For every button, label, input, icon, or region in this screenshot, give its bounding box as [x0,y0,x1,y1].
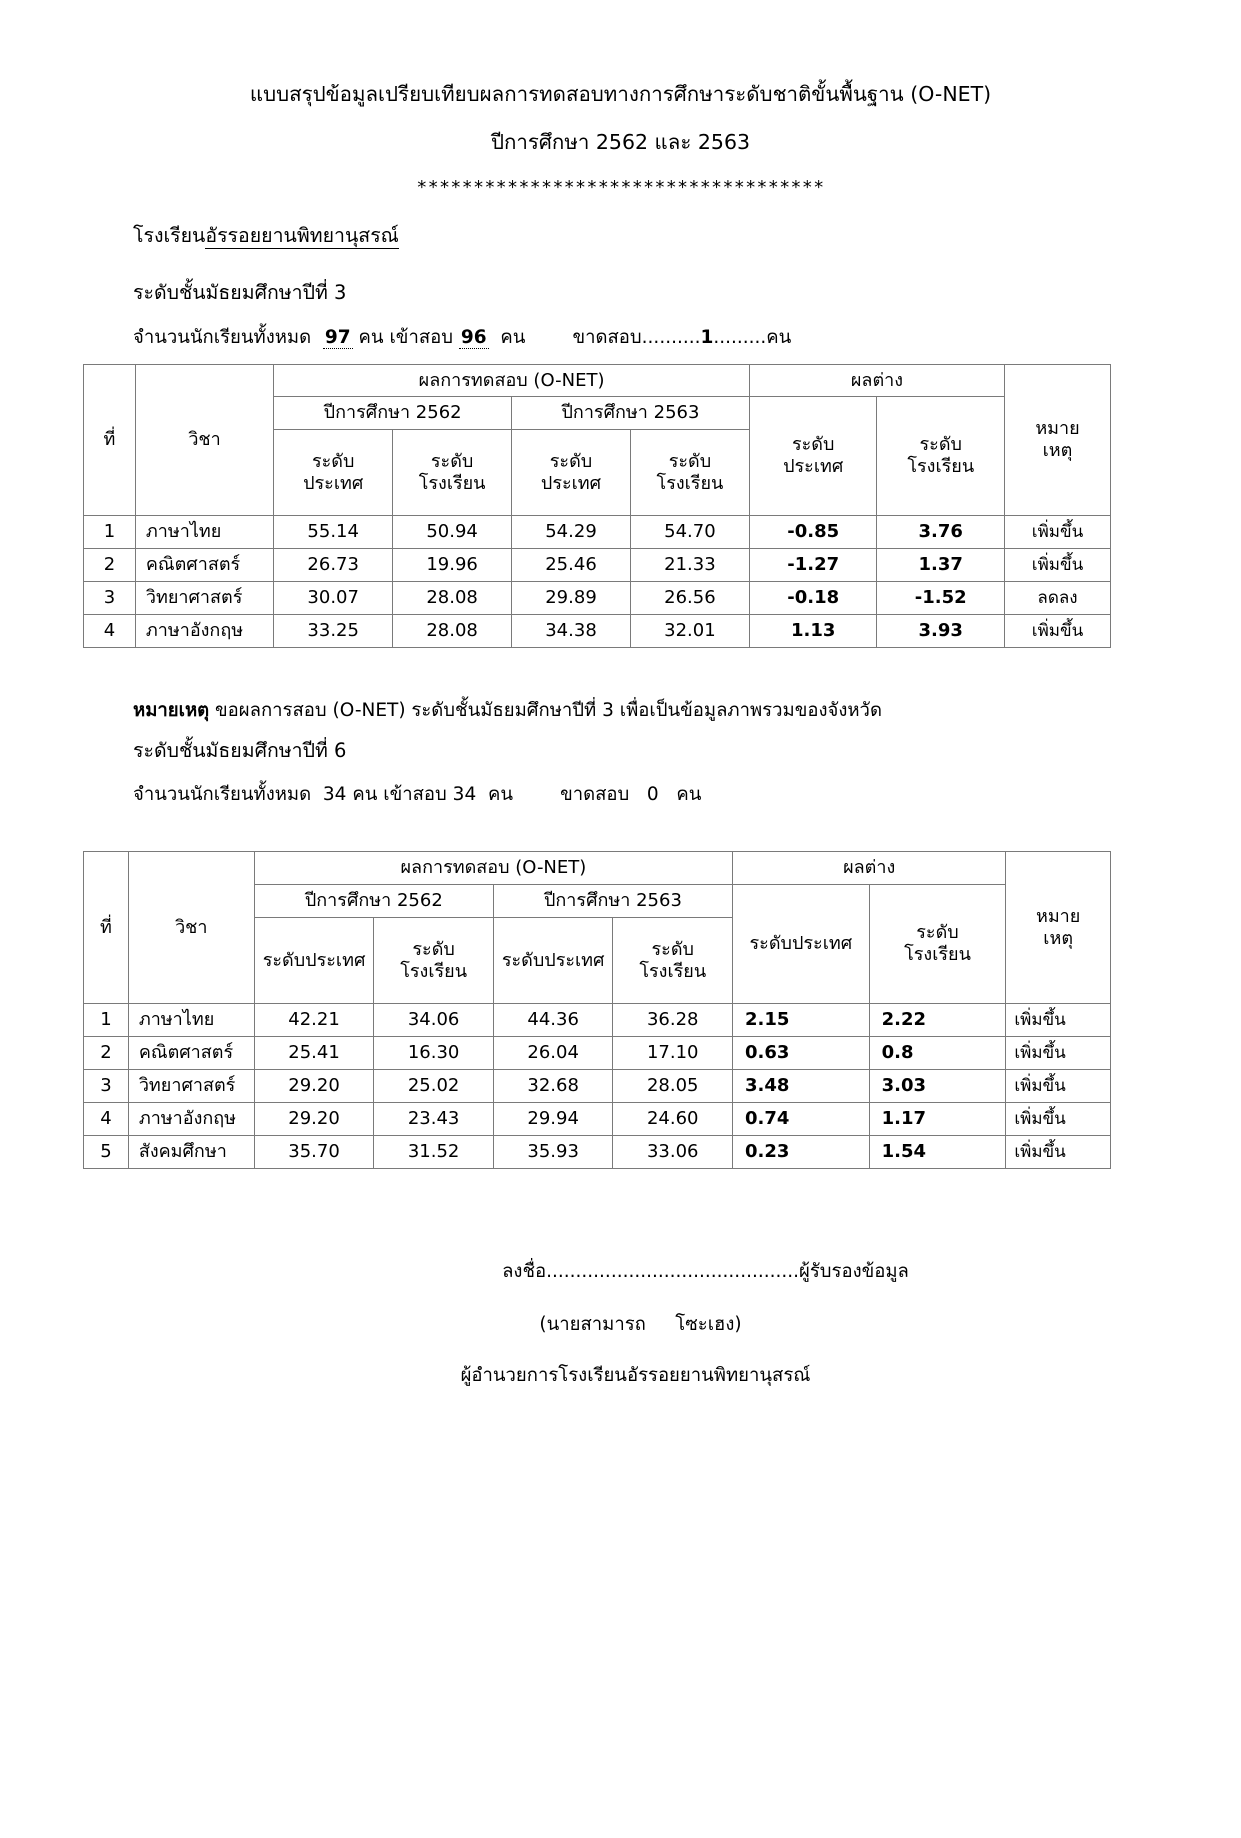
cell-subject: คณิตศาสตร์ [135,549,273,582]
cell-subject: คณิตศาสตร์ [128,1037,254,1070]
header-note-line2: เหตุ [1042,439,1073,461]
cell-no: 5 [84,1135,129,1168]
total-students-value: 97 [324,326,351,348]
cell-2563-school: 21.33 [630,549,749,582]
cell-2563-school: 17.10 [613,1037,733,1070]
cell-2562-school: 19.96 [393,549,512,582]
cell-no: 1 [84,1004,129,1037]
cell-no: 3 [84,1070,129,1103]
cell-note: เพิ่มขึ้น [1006,1037,1111,1070]
cell-2563-national: 32.68 [493,1070,613,1103]
header-diff-school [869,885,1006,1004]
cell-subject: วิทยาศาสตร์ [135,582,273,615]
cell-diff-national: 3.48 [733,1070,870,1103]
signature-block [0,1257,1241,1390]
total-students-label: จำนวนนักเรียนทั้งหมด [133,326,312,348]
total-students-value-m6: 34 [322,784,347,806]
cell-2562-school: 28.08 [393,615,512,648]
table-row [84,1102,1111,1135]
cell-diff-school: 3.76 [877,516,1005,549]
table-row [84,1004,1111,1037]
cell-diff-school: 1.54 [869,1135,1006,1168]
cell-subject: ภาษาไทย [135,516,273,549]
cell-2562-national: 29.20 [254,1102,374,1135]
cell-2563-school: 26.56 [630,582,749,615]
cell-note: เพิ่มขึ้น [1006,1004,1111,1037]
cell-no: 2 [84,549,136,582]
table-row [84,615,1111,648]
cell-note: เพิ่มขึ้น [1006,1135,1111,1168]
absent-dots-after: ......... [713,326,767,348]
cell-2563-school: 33.06 [613,1135,733,1168]
cell-subject: ภาษาอังกฤษ [128,1102,254,1135]
table-header-row-1 [84,364,1111,397]
header-year-2562: ปีการศึกษา 2562 [274,397,512,430]
cell-subject: ภาษาไทย [128,1004,254,1037]
attended-unit: คน [500,326,526,348]
cell-2563-national: 35.93 [493,1135,613,1168]
header-note-line1: หมาย [1035,418,1080,439]
cell-diff-national: -1.27 [749,549,877,582]
header-2562-national-line2: ประเทศ [303,472,364,494]
header-group-diff: ผลต่าง [733,852,1006,885]
cell-2562-school: 34.06 [374,1004,494,1037]
cell-diff-national: 0.74 [733,1102,870,1135]
cell-diff-school: 3.03 [869,1070,1006,1103]
cell-2562-school: 23.43 [374,1102,494,1135]
cell-2563-national: 44.36 [493,1004,613,1037]
header-2562-school-line1: ระดับ [412,938,455,960]
remark-label: หมายเหตุ [133,700,210,722]
header-2562-national-line1: ระดับ [311,450,355,472]
table-row [84,582,1111,615]
school-name-value: อัรรอยยานพิทยานุสรณ์ [205,223,399,247]
table-row [84,1135,1111,1168]
cell-2562-school: 16.30 [374,1037,494,1070]
cell-note: เพิ่มขึ้น [1005,549,1111,582]
header-diff-school-line2: โรงเรียน [907,456,975,478]
cell-2563-school: 32.01 [630,615,749,648]
student-count-line-m6 [133,780,1241,809]
cell-no: 4 [84,1102,129,1135]
header-subject: วิชา [128,852,254,1004]
header-2562-school-line1: ระดับ [430,450,474,472]
cell-subject: วิทยาศาสตร์ [128,1070,254,1103]
cell-diff-national: 0.63 [733,1037,870,1070]
divider-asterisks: ************************************ [416,176,825,198]
header-2562-school-line2: โรงเรียน [418,472,486,494]
total-students-label-m6: จำนวนนักเรียนทั้งหมด [133,784,312,806]
section-title-m3: ระดับชั้นมัธยมศึกษาปีที่ 3 [133,280,347,304]
school-name [133,220,1241,251]
total-students-unit: คน [358,326,384,348]
attended-value-m6: 34 [452,784,477,806]
table-row [84,1037,1111,1070]
document-page [0,84,1241,1838]
cell-2563-school: 36.28 [613,1004,733,1037]
header-2562-school-line2: โรงเรียน [400,960,467,982]
cell-2563-national: 25.46 [512,549,631,582]
cell-diff-national: 1.13 [749,615,877,648]
header-2562-school [393,430,512,516]
table-header-row-1 [84,852,1111,885]
header-group-diff: ผลต่าง [749,364,1004,397]
header-2563-national: ระดับประเทศ [493,918,613,1004]
header-year-2563: ปีการศึกษา 2563 [512,397,750,430]
cell-2562-school: 28.08 [393,582,512,615]
onet-table-m6 [83,851,1111,1169]
header-2563-school [630,430,749,516]
header-diff-school-line1: ระดับ [916,922,959,944]
cell-2562-school: 31.52 [374,1135,494,1168]
cell-note: เพิ่มขึ้น [1006,1070,1111,1103]
header-note [1006,852,1111,1004]
header-2562-national: ระดับประเทศ [254,918,374,1004]
attended-label: เข้าสอบ [389,326,453,348]
cell-note: เพิ่มขึ้น [1006,1102,1111,1135]
header-diff-school-line2: โรงเรียน [904,944,971,966]
header-no: ที่ [84,852,129,1004]
cell-diff-national: 0.23 [733,1135,870,1168]
cell-2563-school: 54.70 [630,516,749,549]
header-2563-national-line1: ระดับ [549,450,593,472]
absent-unit: คน [766,326,792,348]
cell-2562-national: 35.70 [254,1135,374,1168]
attended-label-m6: เข้าสอบ [383,784,447,806]
cell-2563-national: 26.04 [493,1037,613,1070]
header-year-2563: ปีการศึกษา 2563 [493,885,732,918]
cell-diff-national: -0.85 [749,516,877,549]
cell-diff-national: 2.15 [733,1004,870,1037]
header-diff-school-line1: ระดับ [919,434,962,456]
table-row [84,549,1111,582]
cell-no: 1 [84,516,136,549]
student-count-line-m3 [133,323,1241,352]
header-2563-national [512,430,631,516]
header-year-2562: ปีการศึกษา 2562 [254,885,493,918]
remark-text: ขอผลการสอบ (O-NET) ระดับชั้นมัธยมศึกษาปีที่ 3 เพื่อเป็นข้อมูลภาพรวมของจังหวัด [209,700,882,722]
header-note [1005,364,1111,516]
header-group-results: ผลการทดสอบ (O-NET) [254,852,732,885]
cell-2562-school: 25.02 [374,1070,494,1103]
cell-2562-national: 30.07 [274,582,393,615]
page-subtitle: ปีการศึกษา 2562 และ 2563 [490,129,751,154]
header-diff-national-line2: ประเทศ [783,456,844,478]
cell-2563-school: 28.05 [613,1070,733,1103]
table-row [84,1070,1111,1103]
signature-name: (นายสามารถ โซะเฮง) [539,1313,742,1335]
absent-unit-m6: คน [676,784,702,806]
cell-diff-school: -1.52 [877,582,1005,615]
section-title-m6: ระดับชั้นมัธยมศึกษาปีที่ 6 [133,739,347,763]
cell-subject: ภาษาอังกฤษ [135,615,273,648]
cell-2563-national: 29.94 [493,1102,613,1135]
cell-diff-school: 3.93 [877,615,1005,648]
header-note-line1: หมาย [1035,905,1081,927]
cell-no: 2 [84,1037,129,1070]
cell-2563-national: 29.89 [512,582,631,615]
header-subject: วิชา [135,364,273,516]
header-2563-school-line1: ระดับ [651,938,694,960]
signature-position: ผู้อำนวยการโรงเรียนอัรรอยยานพิทยานุสรณ์ [460,1364,811,1386]
cell-diff-school: 1.37 [877,549,1005,582]
cell-note: เพิ่มขึ้น [1005,615,1111,648]
header-group-results: ผลการทดสอบ (O-NET) [274,364,750,397]
total-students-unit-m6: คน [352,784,378,806]
header-2562-national [274,430,393,516]
cell-diff-national: -0.18 [749,582,877,615]
absent-label-m6: ขาดสอบ [560,784,630,806]
onet-table-m3 [83,364,1111,649]
absent-value-m6: 0 [646,784,659,806]
cell-2563-school: 24.60 [613,1102,733,1135]
cell-diff-school: 2.22 [869,1004,1006,1037]
table-row [84,516,1111,549]
cell-2562-national: 55.14 [274,516,393,549]
school-name-prefix: โรงเรียน [133,223,206,247]
absent-value: 1 [700,326,714,348]
cell-2563-national: 54.29 [512,516,631,549]
cell-2562-national: 26.73 [274,549,393,582]
header-diff-national [749,397,877,516]
remark-line [133,696,1241,725]
attended-unit-m6: คน [487,784,514,806]
cell-2562-national: 29.20 [254,1070,374,1103]
cell-no: 4 [84,615,136,648]
cell-no: 3 [84,582,136,615]
header-2563-school-line2: โรงเรียน [639,960,707,982]
cell-2562-national: 33.25 [274,615,393,648]
header-diff-national-line1: ระดับ [791,434,835,456]
cell-2562-national: 25.41 [254,1037,374,1070]
cell-2562-national: 42.21 [254,1004,374,1037]
absent-label: ขาดสอบ [572,326,642,348]
header-2563-school [613,918,733,1004]
signature-line: ลงชื่อ...........................................ผู้รับรองข้อมูล [502,1260,909,1282]
absent-dots-before: .......... [641,326,701,348]
cell-note: เพิ่มขึ้น [1005,516,1111,549]
cell-diff-school: 1.17 [869,1102,1006,1135]
header-2563-school-line1: ระดับ [668,450,712,472]
cell-2562-school: 50.94 [393,516,512,549]
cell-subject: สังคมศึกษา [128,1135,254,1168]
header-diff-national: ระดับประเทศ [733,885,870,1004]
attended-value: 96 [460,326,487,348]
cell-2563-national: 34.38 [512,615,631,648]
page-title: แบบสรุปข้อมูลเปรียบเทียบผลการทดสอบทางการศึกษาระดับชาติขั้นพื้นฐาน (O-NET) [249,82,992,106]
header-2562-school [374,918,494,1004]
cell-note: ลดลง [1005,582,1111,615]
header-2563-school-line2: โรงเรียน [656,472,724,494]
header-diff-school [877,397,1005,516]
header-2563-national-line2: ประเทศ [540,472,602,494]
cell-diff-school: 0.8 [869,1037,1006,1070]
header-no: ที่ [84,364,136,516]
header-note-line2: เหตุ [1043,927,1074,949]
